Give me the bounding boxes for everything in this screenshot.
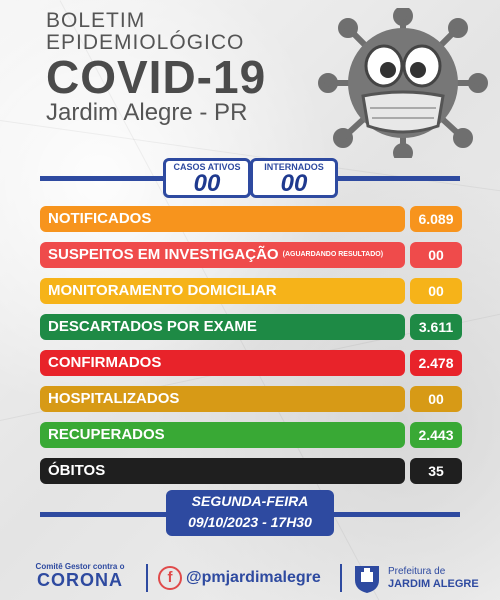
stat-label bbox=[40, 350, 405, 376]
stat-label-text: NOTIFICADOS bbox=[48, 210, 152, 227]
stat-label-text: CONFIRMADOS bbox=[48, 354, 162, 371]
stat-label-text: DESCARTADOS POR EXAME bbox=[48, 318, 257, 335]
stat-value: 00 bbox=[410, 278, 462, 304]
stat-label bbox=[40, 422, 405, 448]
location-subtitle: Jardim Alegre - PR bbox=[46, 99, 248, 126]
hospitalized-label: INTERNADOS bbox=[264, 162, 324, 172]
comite-name: CORONA bbox=[37, 570, 123, 590]
active-cases-box bbox=[163, 158, 251, 198]
stat-row bbox=[40, 314, 462, 340]
stat-row bbox=[40, 422, 462, 448]
active-cases-value: 00 bbox=[193, 170, 221, 197]
stat-label bbox=[40, 386, 405, 412]
footer bbox=[0, 556, 500, 600]
stat-value: 2.478 bbox=[410, 350, 462, 376]
stat-label-text: ÓBITOS bbox=[48, 462, 106, 479]
stat-label bbox=[40, 206, 405, 232]
stat-value: 6.089 bbox=[410, 206, 462, 232]
hospitalized-box bbox=[250, 158, 338, 198]
footer-separator bbox=[340, 564, 342, 592]
prefeitura-logo bbox=[352, 562, 479, 594]
date-time: 09/10/2023 - 17H30 bbox=[188, 514, 312, 530]
facebook-icon: f bbox=[158, 566, 182, 590]
stat-value: 00 bbox=[410, 242, 462, 268]
stat-label bbox=[40, 278, 405, 304]
stat-row bbox=[40, 206, 462, 232]
stat-value: 35 bbox=[410, 458, 462, 484]
stat-value: 2.443 bbox=[410, 422, 462, 448]
title-line-1: BOLETIM bbox=[46, 9, 146, 32]
stat-row bbox=[40, 458, 462, 484]
active-cases-label: CASOS ATIVOS bbox=[173, 162, 241, 172]
stat-label-text: HOSPITALIZADOS bbox=[48, 390, 180, 407]
comite-caption: Comitê Gestor contra o bbox=[35, 562, 125, 571]
stat-row bbox=[40, 242, 462, 268]
prefeitura-caption: Prefeitura de bbox=[388, 566, 446, 577]
stat-row bbox=[40, 278, 462, 304]
social-handle: @pmjardimalegre bbox=[186, 569, 321, 586]
stat-label bbox=[40, 314, 405, 340]
stat-row bbox=[40, 350, 462, 376]
stat-label-text: MONITORAMENTO DOMICILIAR bbox=[48, 282, 277, 299]
social-link[interactable] bbox=[158, 566, 321, 590]
hospitalized-value: 00 bbox=[280, 170, 308, 197]
date-box bbox=[166, 490, 334, 536]
stat-label bbox=[40, 242, 405, 268]
title-line-2: EPIDEMIOLÓGICO bbox=[46, 31, 245, 54]
comite-logo bbox=[30, 562, 130, 589]
title-block bbox=[46, 10, 266, 126]
weekday: SEGUNDA-FEIRA bbox=[191, 493, 309, 509]
stat-row bbox=[40, 386, 462, 412]
page-title: COVID-19 bbox=[46, 51, 267, 103]
stat-label-text: SUSPEITOS EM INVESTIGAÇÃO bbox=[48, 246, 279, 263]
stat-label bbox=[40, 458, 405, 484]
footer-separator bbox=[146, 564, 148, 592]
stat-value: 00 bbox=[410, 386, 462, 412]
city-crest-icon bbox=[352, 562, 382, 594]
prefeitura-name: JARDIM ALEGRE bbox=[388, 578, 479, 590]
stat-label-note: (AGUARDANDO RESULTADO) bbox=[282, 251, 384, 259]
stat-value: 3.611 bbox=[410, 314, 462, 340]
stat-label-text: RECUPERADOS bbox=[48, 426, 165, 443]
virus-mascot-icon bbox=[318, 8, 488, 158]
